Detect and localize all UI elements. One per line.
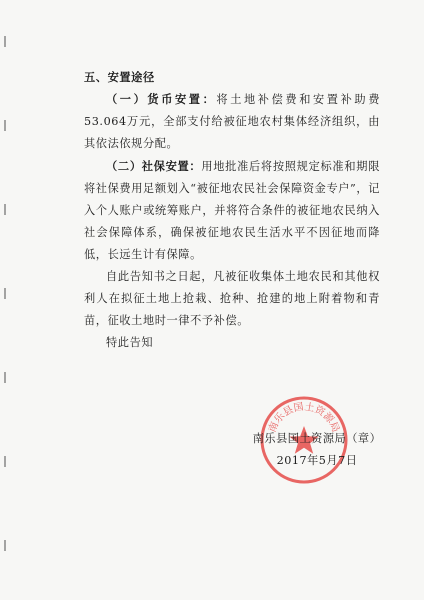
paragraph-lead: （一）货币安置：	[106, 92, 217, 106]
issue-date: 2017年5月7日	[276, 454, 358, 467]
seal-text-path: 南乐县国土资源局	[267, 401, 341, 435]
binding-mark	[4, 204, 6, 215]
paragraph-monetary	[84, 88, 380, 155]
document-body	[84, 66, 380, 354]
binding-marks	[0, 0, 14, 600]
binding-mark	[4, 36, 6, 47]
binding-mark	[4, 288, 6, 299]
issuing-org: 南乐县国土资源局（章）	[252, 432, 382, 445]
paragraph-text: 将土地补偿费和安置补助费53.064万元，全部支付给被征地农村集体经济组织，由其依法依规分配。	[84, 93, 380, 150]
binding-mark	[4, 456, 6, 467]
binding-mark	[4, 540, 6, 551]
paragraph-lead: （二）社保安置：	[106, 159, 202, 173]
signature-block	[232, 428, 402, 472]
binding-mark	[4, 372, 6, 383]
paragraph-notice: 自此告知书之日起，凡被征收集体土地农民和其他权利人在拟征土地上抢栽、抢种、抢建的地上附着物和青苗，征收土地时一律不予补偿。	[84, 270, 380, 327]
paragraph-text: 用地批准后将按照规定标准和期限将社保费用足额划入“被征地农民社会保障资金专户”，记入个人账户或统筹账户，并将符合条件的被征地农民纳入社会保障体系，确保被征地农民生活水平不因征地而降低，长远生计有保障。	[84, 160, 380, 261]
section-heading: 五、安置途径	[84, 70, 155, 84]
binding-mark	[4, 120, 6, 131]
closing-line: 特此告知	[106, 336, 154, 349]
paragraph-social	[84, 155, 380, 266]
